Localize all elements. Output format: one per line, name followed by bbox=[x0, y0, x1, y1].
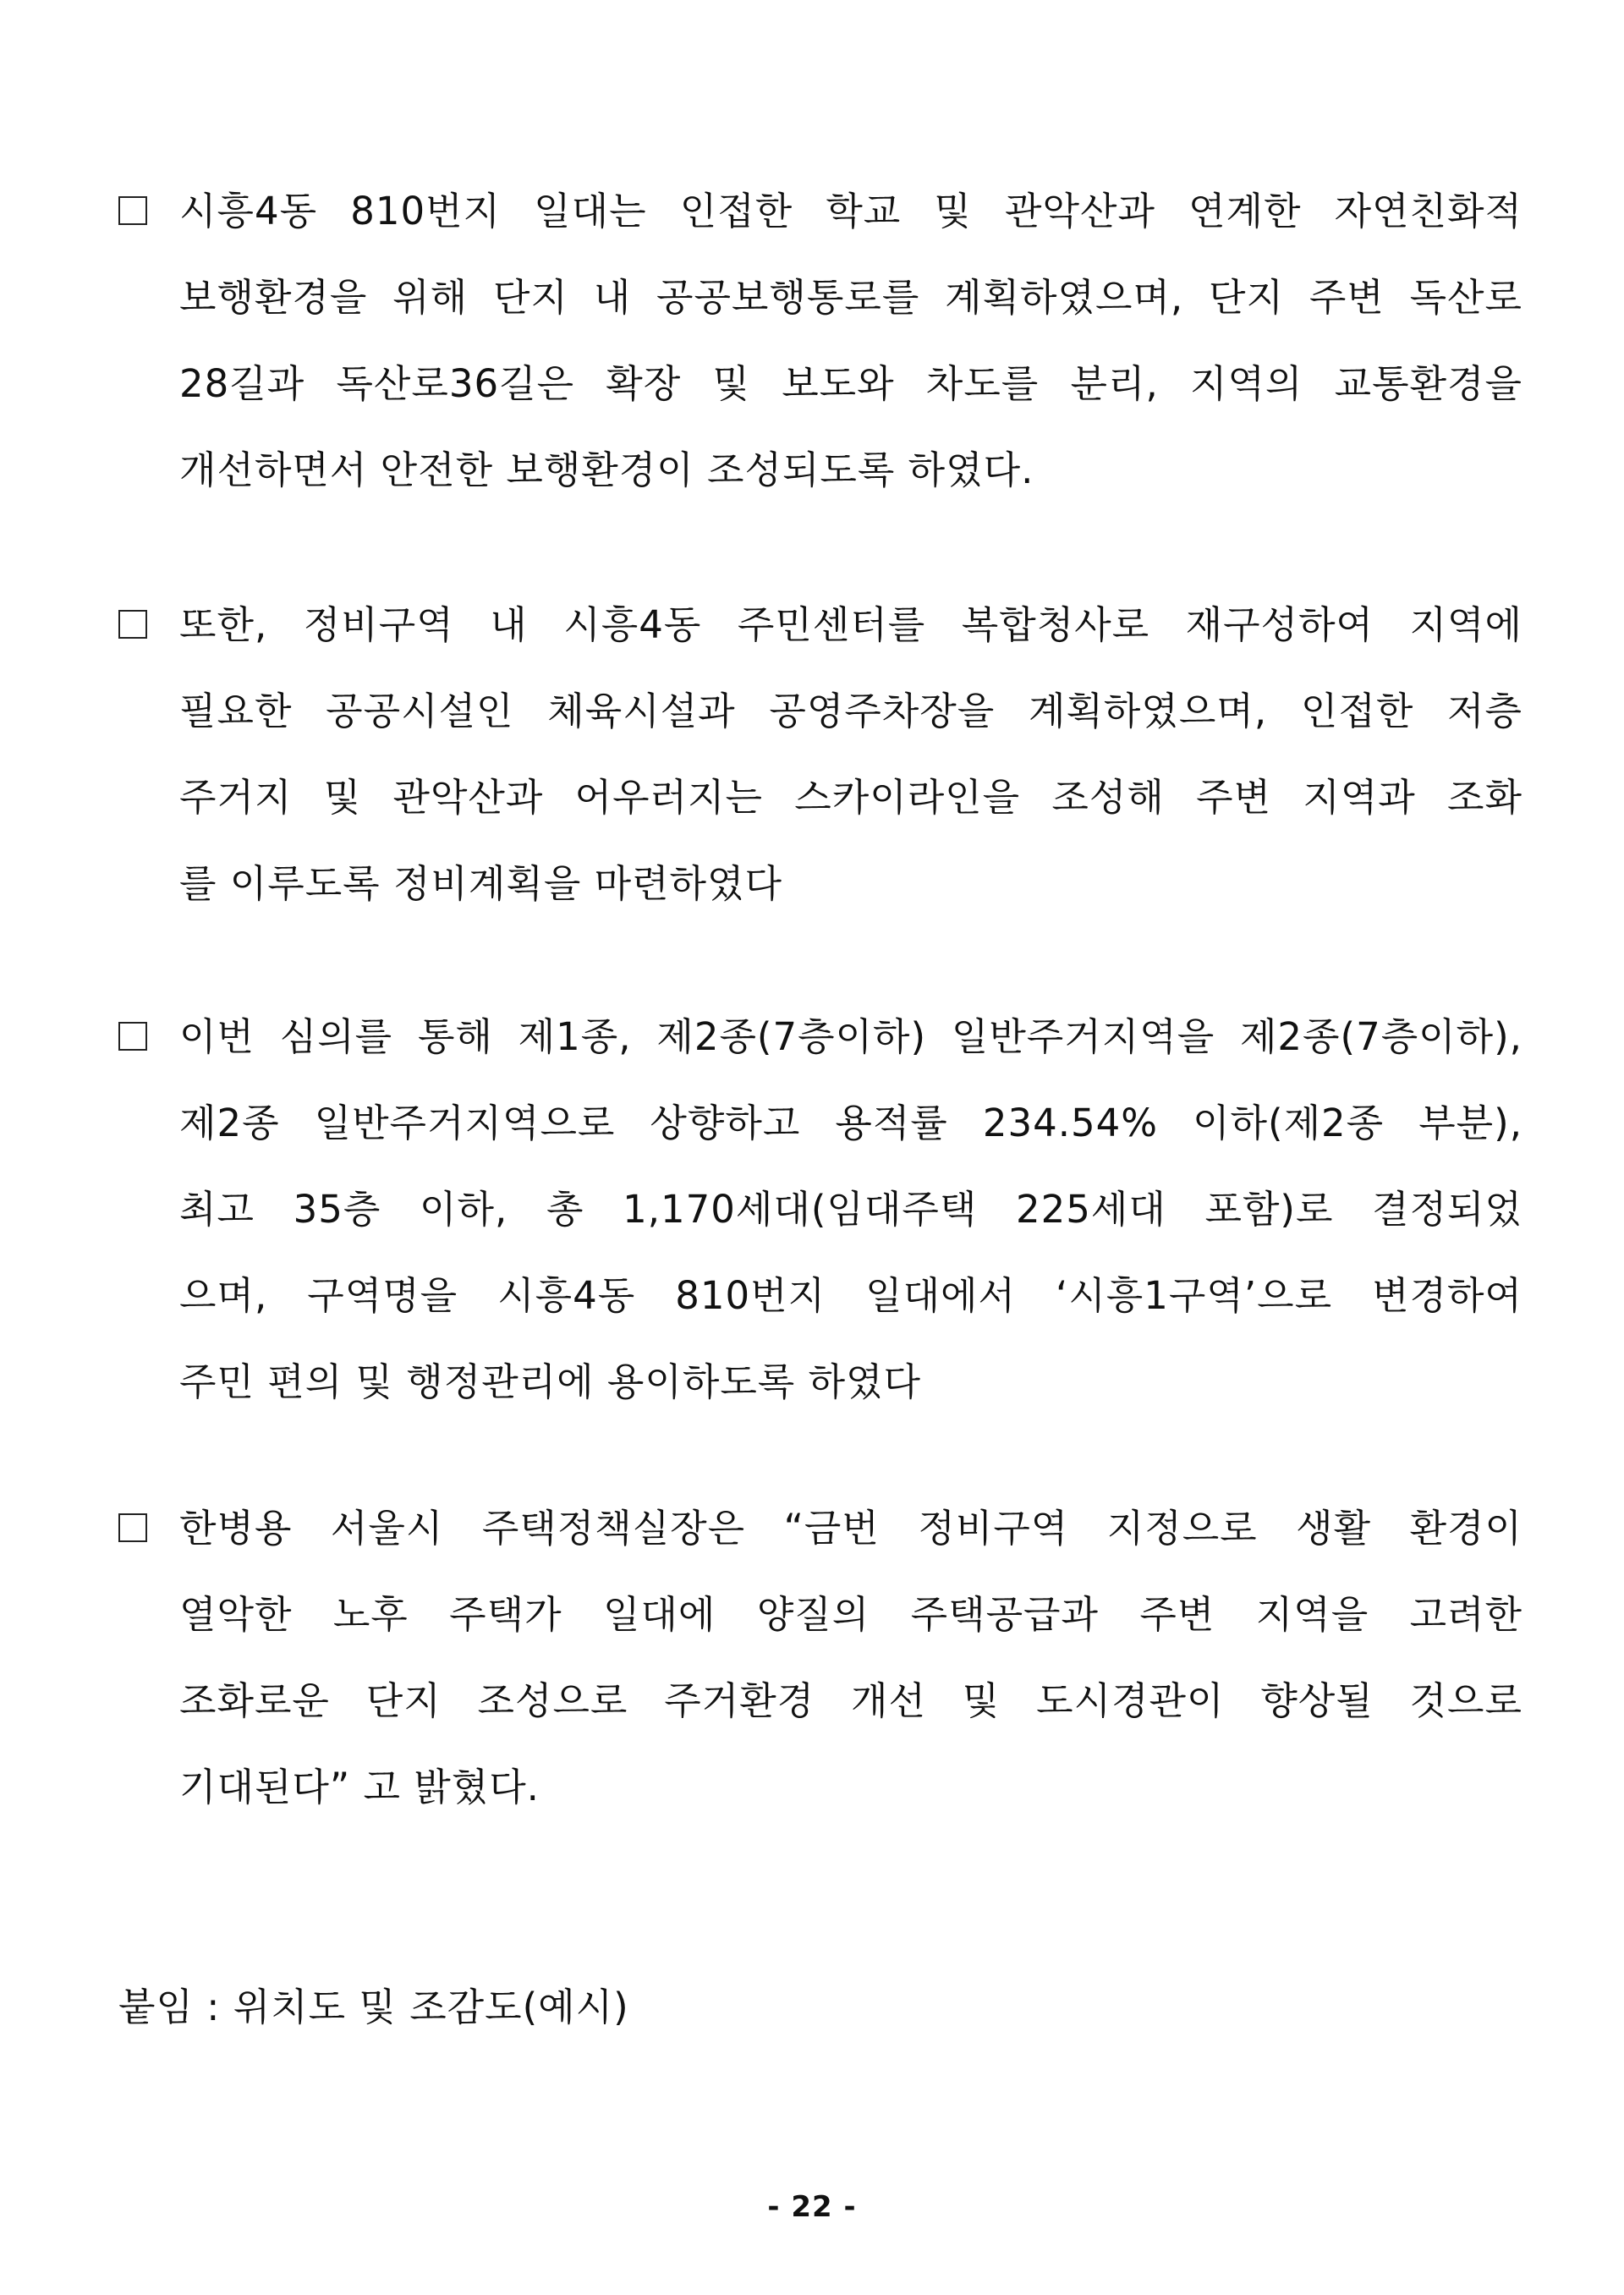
paragraph-line: 조화로운 단지 조성으로 주거환경 개선 및 도시경관이 향상될 것으로 bbox=[179, 1678, 1522, 1723]
paragraph-line: 열악한 노후 주택가 일대에 양질의 주택공급과 주변 지역을 고려한 bbox=[179, 1592, 1522, 1637]
paragraph-line: 또한, 정비구역 내 시흥4동 주민센터를 복합청사로 재구성하여 지역에 bbox=[179, 602, 1522, 647]
paragraph-line: 으며, 구역명을 시흥4동 810번지 일대에서 ‘시흥1구역’으로 변경하여 bbox=[179, 1273, 1522, 1318]
paragraph-line: 제2종 일반주거지역으로 상향하고 용적률 234.54% 이하(제2종 부분), bbox=[179, 1101, 1522, 1145]
paragraph-line: 주거지 및 관악산과 어우러지는 스카이라인을 조성해 주변 지역과 조화 bbox=[179, 775, 1522, 820]
paragraph-line: 필요한 공공시설인 체육시설과 공영주차장을 계획하였으며, 인접한 저층 bbox=[179, 689, 1522, 733]
paragraph-line: 최고 35층 이하, 총 1,170세대(임대주택 225세대 포함)로 결정되었 bbox=[179, 1187, 1522, 1232]
paragraph-line: 를 이루도록 정비계획을 마련하였다 bbox=[179, 861, 782, 906]
paragraph-line: 이번 심의를 통해 제1종, 제2종(7층이하) 일반주거지역을 제2종(7층이하), bbox=[179, 1014, 1522, 1059]
paragraph-line: 한병용 서울시 주택정책실장은 “금번 정비구역 지정으로 생활 환경이 bbox=[179, 1506, 1522, 1551]
paragraph-line: 개선하면서 안전한 보행환경이 조성되도록 하였다. bbox=[179, 447, 1034, 492]
checkbox-bullet bbox=[118, 610, 147, 639]
checkbox-bullet bbox=[118, 1022, 147, 1051]
paragraph-line: 시흥4동 810번지 일대는 인접한 학교 및 관악산과 연계한 자연친화적 bbox=[179, 189, 1522, 233]
paragraph-line: 보행환경을 위해 단지 내 공공보행통로를 계획하였으며, 단지 주변 독산로 bbox=[179, 275, 1522, 320]
paragraph-line: 주민 편의 및 행정관리에 용이하도록 하였다 bbox=[179, 1359, 921, 1404]
paragraph-line: 28길과 독산로36길은 확장 및 보도와 차도를 분리, 지역의 교통환경을 bbox=[179, 361, 1522, 406]
page-number: - 22 - bbox=[767, 2190, 857, 2224]
attachment-note: 붙임 : 위치도 및 조감도(예시) bbox=[118, 1985, 629, 2029]
checkbox-bullet bbox=[118, 1513, 147, 1542]
checkbox-bullet bbox=[118, 196, 147, 225]
paragraph-line: 기대된다” 고 밝혔다. bbox=[179, 1765, 540, 1809]
